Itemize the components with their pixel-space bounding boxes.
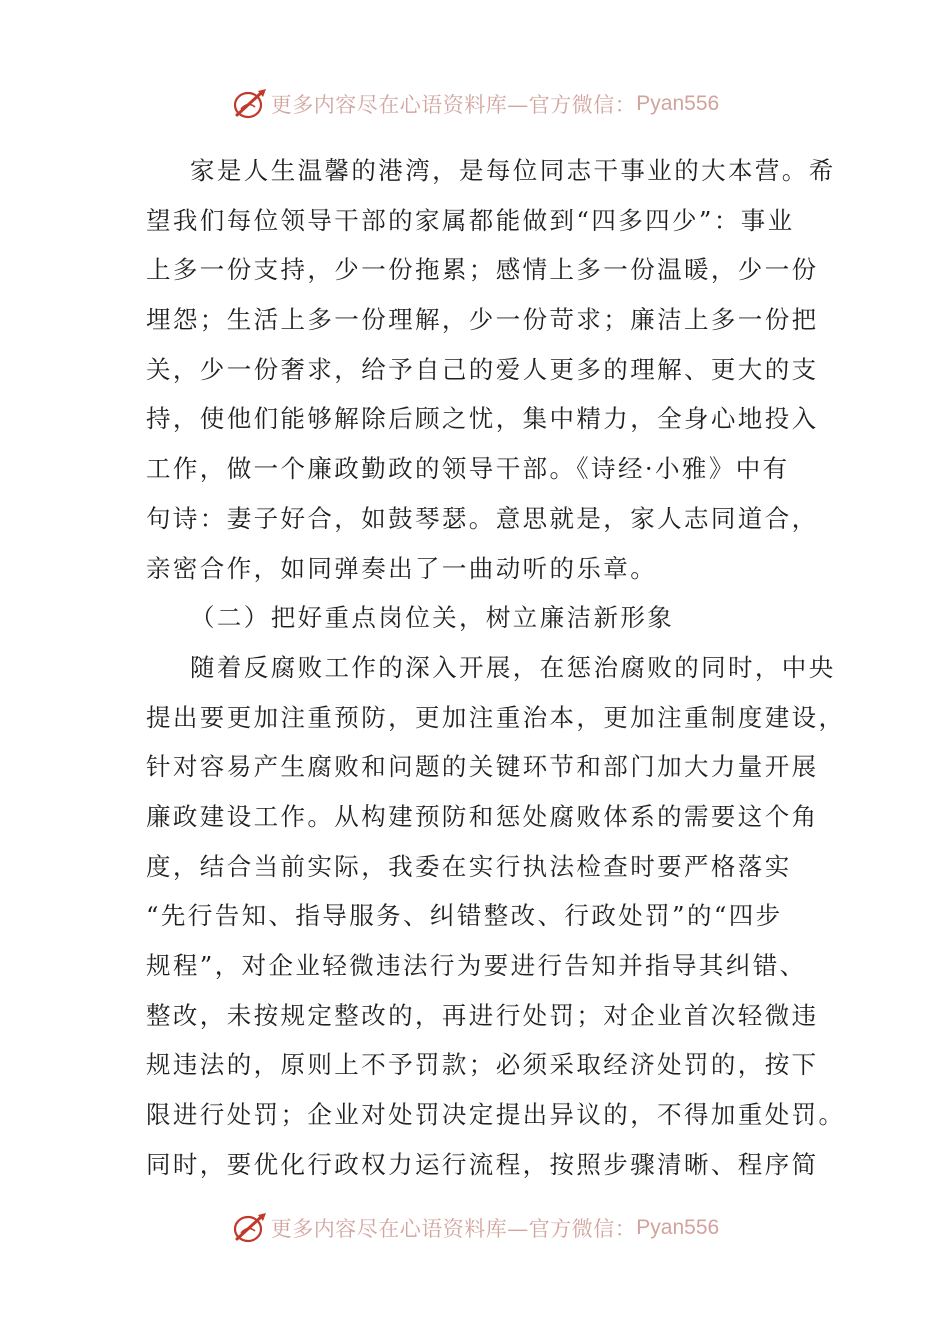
pen-logo-icon (231, 87, 269, 121)
body-line: 限进行处罚；企业对处罚决定提出异议的，不得加重处罚。 (146, 1100, 846, 1130)
header-banner-text: 更多内容尽在心语资料库—官方微信： (270, 93, 637, 117)
body-line: “先行告知、指导服务、纠错整改、行政处罚”的“四步 (146, 901, 783, 931)
pen-logo-icon (231, 1211, 269, 1245)
body-line: 亲密合作，如同弹奏出了一曲动听的乐章。 (146, 553, 658, 583)
header-banner (0, 84, 950, 124)
body-line: 整改，未按规定整改的，再进行处罚；对企业首次轻微违 (146, 1000, 819, 1030)
body-line: 规违法的，原则上不予罚款；必须采取经济处罚的，按下 (146, 1050, 819, 1080)
document-body (146, 146, 846, 1189)
body-line: 望我们每位领导干部的家属都能做到“四多四少”：事业 (146, 205, 795, 235)
body-line: 廉政建设工作。从构建预防和惩处腐败体系的需要这个角 (146, 801, 819, 831)
body-line: 关，少一份奢求，给予自己的爱人更多的理解、更大的支 (146, 354, 819, 384)
body-line: 针对容易产生腐败和问题的关键环节和部门加大力量开展 (146, 752, 819, 782)
body-line: 随着反腐败工作的深入开展，在惩治腐败的同时，中央 (190, 652, 836, 682)
body-line: 工作，做一个廉政勤政的领导干部。《诗经·小雅》中有 (146, 454, 790, 484)
body-line: 句诗：妻子好合，如鼓琴瑟。意思就是，家人志同道合， (146, 503, 819, 533)
body-line: 持，使他们能够解除后顾之忧，集中精力，全身心地投入 (146, 404, 819, 434)
body-line: 家是人生温馨的港湾，是每位同志干事业的大本营。希 (190, 156, 836, 185)
footer-banner (0, 1208, 950, 1248)
body-line: 上多一份支持，少一份拖累；感情上多一份温暖，少一份 (146, 255, 819, 285)
section-heading: （二）把好重点岗位关，树立廉洁新形象 (190, 603, 675, 633)
footer-wechat-id: Pyan556 (636, 1216, 720, 1239)
footer-banner-text: 更多内容尽在心语资料库—官方微信： (270, 1217, 637, 1241)
body-line: 规程”，对企业轻微违法行为要进行告知并指导其纠错、 (146, 951, 807, 980)
body-line: 提出要更加注重预防，更加注重治本，更加注重制度建设， (146, 702, 846, 732)
body-line: 度，结合当前实际，我委在实行执法检查时要严格落实 (146, 851, 792, 881)
header-wechat-id: Pyan556 (636, 92, 720, 115)
body-line: 埋怨；生活上多一份理解，少一份苛求；廉洁上多一份把 (146, 305, 819, 335)
body-line: 同时，要优化行政权力运行流程，按照步骤清晰、程序简 (146, 1149, 819, 1179)
